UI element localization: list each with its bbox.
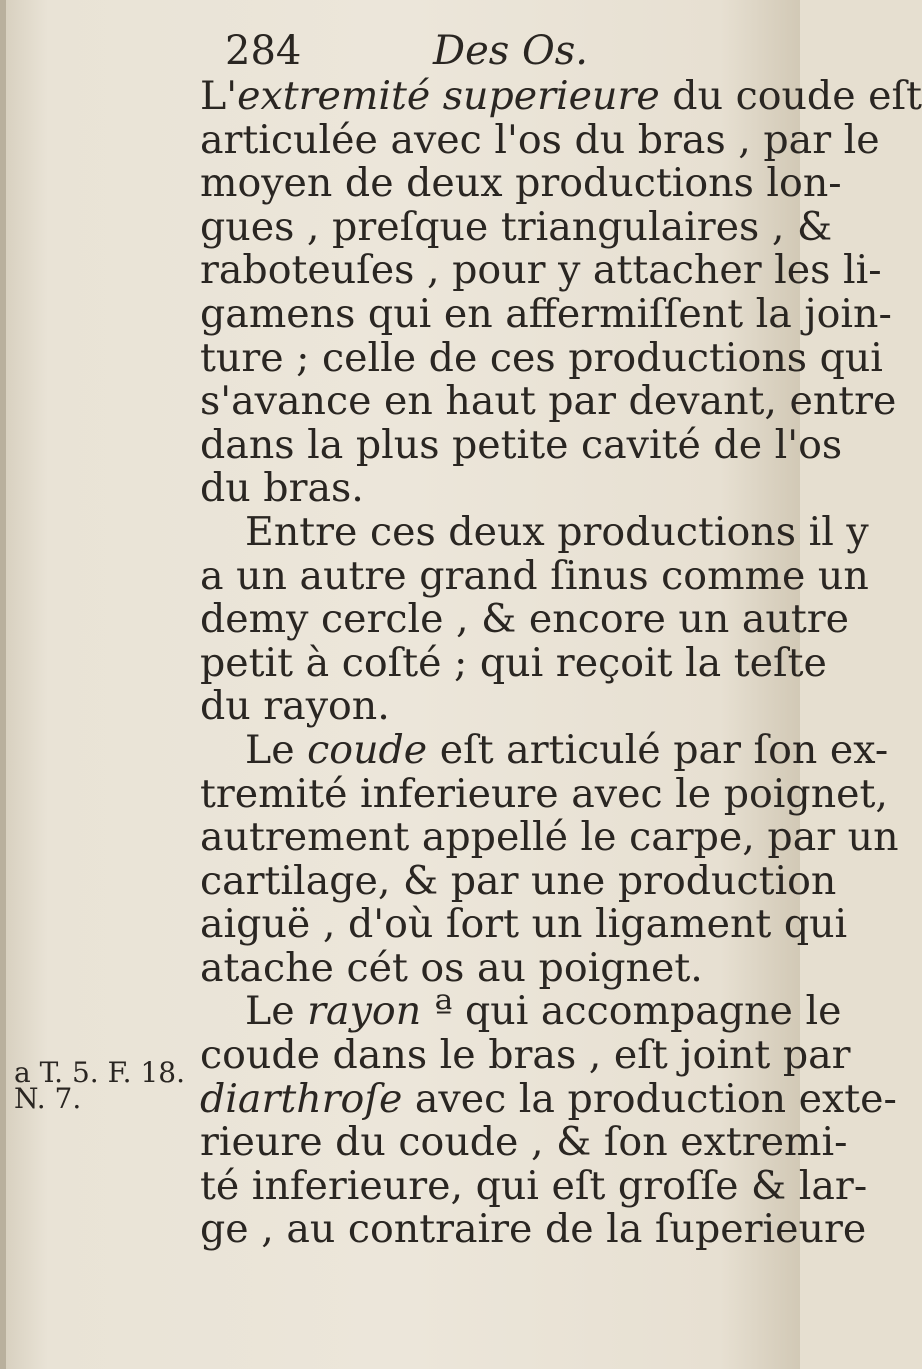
- text-line: Entre ces deux productions il y: [245, 508, 869, 555]
- margin-note-line: a T. 5. F. 18.: [14, 1056, 185, 1089]
- text-line: petit à coſté ; qui reçoit la teſte: [200, 639, 827, 686]
- text-line: s'avance en haut par devant, entre: [200, 378, 897, 425]
- margin-note: [14, 1056, 194, 1115]
- text-line: dans la plus petite cavité de l'os: [200, 421, 843, 468]
- italic-term: rayon: [307, 988, 422, 1035]
- text-line: [200, 988, 842, 1035]
- text-line: gamens qui en affermiſſent la join-: [200, 290, 892, 337]
- body-text: [200, 73, 922, 1253]
- text-line: [200, 1075, 897, 1122]
- text-line: demy cercle , & encore un autre: [200, 596, 849, 643]
- text-span: avec la production exte-: [402, 1075, 897, 1122]
- text-line: du bras.: [200, 465, 364, 512]
- text-span: eſt articulé par ſon ex-: [427, 726, 889, 773]
- text-line: du rayon.: [200, 683, 390, 730]
- text-span: du coude eſt: [659, 73, 922, 119]
- italic-term: extremité superieure: [237, 73, 660, 119]
- text-line: ture ; celle de ces productions qui: [200, 334, 883, 381]
- page-gutter: [0, 0, 6, 1369]
- text-line: articulée avec l'os du bras , par le: [200, 116, 880, 163]
- text-line: cartilage, & par une production: [200, 857, 837, 904]
- text-line: gues , preſque triangulaires , &: [200, 203, 833, 250]
- page-number: 284: [225, 28, 302, 74]
- text-line: coude dans le bras , eſt joint par: [200, 1032, 851, 1079]
- text-line: atache cét os au poignet.: [200, 944, 703, 991]
- margin-note-line: N. 7.: [14, 1082, 82, 1115]
- text-span: Le: [245, 726, 308, 773]
- text-line: té inferieure, qui eſt groſſe & lar-: [200, 1162, 868, 1209]
- text-line: tremité inferieure avec le poignet,: [200, 770, 888, 817]
- text-line: moyen de deux productions lon-: [200, 160, 842, 207]
- text-span: ª qui accompagne le: [421, 988, 842, 1035]
- text-line: raboteuſes , pour y attacher les li-: [200, 247, 882, 294]
- text-line: aiguë , d'où ſort un ligament qui: [200, 901, 848, 948]
- text-line: [200, 726, 889, 773]
- italic-term: coude: [307, 726, 428, 773]
- text-span: L': [200, 73, 238, 119]
- text-span: Le: [245, 988, 308, 1035]
- italic-term: diarthroſe: [200, 1075, 403, 1122]
- text-line: rieure du coude , & ſon extremi-: [200, 1119, 848, 1166]
- text-line: autrement appellé le carpe, par un: [200, 814, 899, 861]
- text-line: a un autre grand ſinus comme un: [200, 552, 869, 599]
- running-title: Des Os.: [433, 28, 589, 74]
- text-line: ge , au contraire de la ſuperieure: [200, 1206, 867, 1253]
- page-header: [225, 28, 785, 78]
- text-line: [200, 73, 922, 119]
